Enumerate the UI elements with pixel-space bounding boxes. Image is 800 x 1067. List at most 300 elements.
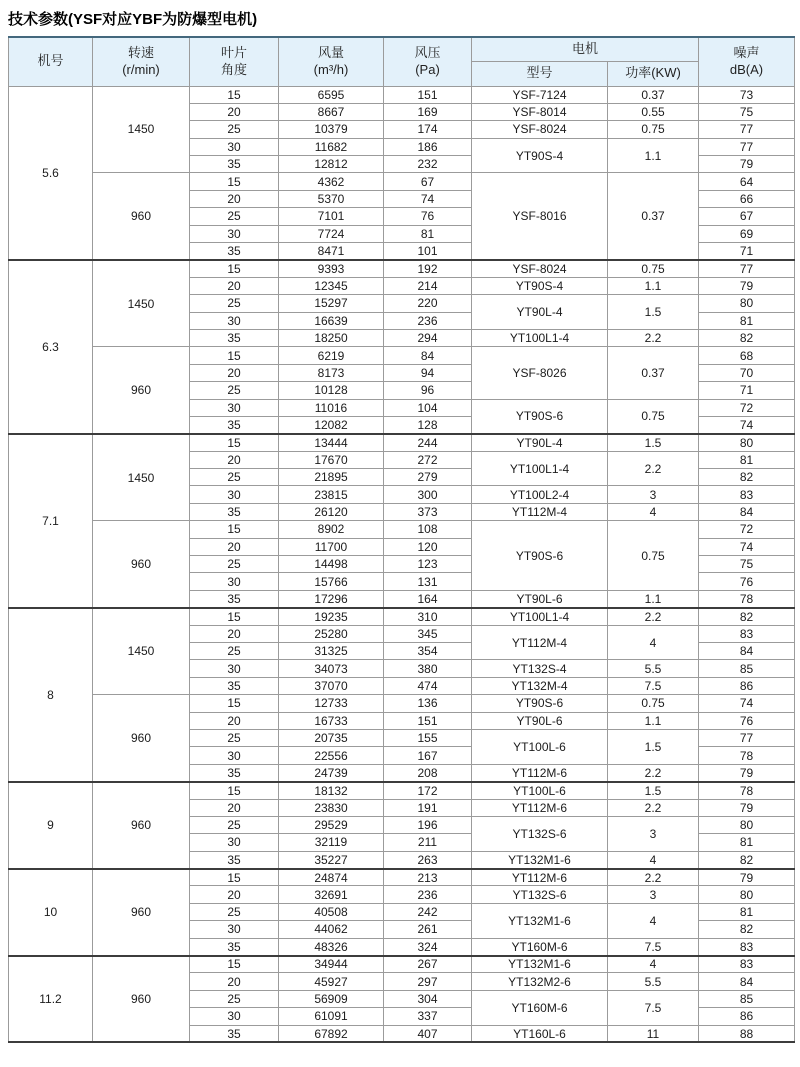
blade-angle-cell: 20 (190, 277, 279, 294)
airflow-cell: 9393 (279, 260, 384, 277)
airflow-cell: 18132 (279, 782, 384, 799)
machine-no-cell: 6.3 (9, 260, 93, 434)
pressure-cell: 120 (384, 538, 472, 555)
blade-angle-cell: 20 (190, 190, 279, 207)
blade-angle-cell: 30 (190, 834, 279, 851)
blade-angle-cell: 20 (190, 364, 279, 381)
noise-cell: 78 (699, 747, 795, 764)
speed-cell: 960 (93, 521, 190, 608)
noise-cell: 67 (699, 208, 795, 225)
blade-angle-cell: 35 (190, 677, 279, 694)
airflow-cell: 23815 (279, 486, 384, 503)
airflow-cell: 6595 (279, 86, 384, 103)
noise-cell: 74 (699, 416, 795, 433)
airflow-cell: 67892 (279, 1025, 384, 1042)
pressure-cell: 192 (384, 260, 472, 277)
motor-power-cell: 1.5 (608, 729, 699, 764)
pressure-cell: 128 (384, 416, 472, 433)
airflow-cell: 12345 (279, 277, 384, 294)
pressure-cell: 310 (384, 608, 472, 625)
motor-power-cell: 2.2 (608, 764, 699, 781)
motor-power-cell: 0.75 (608, 399, 699, 434)
blade-angle-cell: 20 (190, 625, 279, 642)
blade-angle-cell: 15 (190, 956, 279, 973)
noise-cell: 72 (699, 399, 795, 416)
pressure-cell: 267 (384, 956, 472, 973)
noise-cell: 77 (699, 138, 795, 155)
blade-angle-cell: 25 (190, 816, 279, 833)
blade-angle-cell: 35 (190, 156, 279, 173)
table-row (9, 782, 795, 799)
motor-model-cell: YT90S-6 (472, 521, 608, 591)
airflow-cell: 21895 (279, 469, 384, 486)
pressure-cell: 208 (384, 764, 472, 781)
motor-model-cell: YT100L1-4 (472, 329, 608, 346)
speed-cell: 960 (93, 695, 190, 782)
noise-cell: 77 (699, 729, 795, 746)
motor-power-cell: 0.37 (608, 173, 699, 260)
blade-angle-cell: 25 (190, 990, 279, 1007)
machine-no-cell: 8 (9, 608, 93, 782)
noise-cell: 83 (699, 486, 795, 503)
blade-angle-cell: 35 (190, 938, 279, 955)
blade-angle-cell: 25 (190, 903, 279, 920)
noise-cell: 79 (699, 799, 795, 816)
header-speed: 转速 (r/min) (93, 37, 190, 86)
motor-model-cell: YT90S-4 (472, 138, 608, 173)
header-blade-angle: 叶片 角度 (190, 37, 279, 86)
blade-angle-cell: 20 (190, 103, 279, 120)
pressure-cell: 304 (384, 990, 472, 1007)
speed-cell: 1450 (93, 260, 190, 347)
blade-angle-cell: 35 (190, 329, 279, 346)
blade-angle-cell: 30 (190, 138, 279, 155)
pressure-cell: 345 (384, 625, 472, 642)
motor-power-cell: 1.1 (608, 590, 699, 607)
noise-cell: 74 (699, 695, 795, 712)
motor-power-cell: 5.5 (608, 660, 699, 677)
airflow-cell: 7724 (279, 225, 384, 242)
motor-model-cell: YSF-8026 (472, 347, 608, 399)
noise-cell: 71 (699, 382, 795, 399)
pressure-cell: 373 (384, 503, 472, 520)
page-title: 技术参数(YSF对应YBF为防爆型电机) (8, 11, 258, 28)
motor-power-cell: 0.37 (608, 86, 699, 103)
pressure-cell: 155 (384, 729, 472, 746)
blade-angle-cell: 30 (190, 225, 279, 242)
table-row (9, 86, 795, 103)
airflow-cell: 25280 (279, 625, 384, 642)
airflow-cell: 17296 (279, 590, 384, 607)
airflow-cell: 19235 (279, 608, 384, 625)
table-row (9, 521, 795, 538)
noise-cell: 75 (699, 556, 795, 573)
airflow-cell: 12812 (279, 156, 384, 173)
airflow-cell: 7101 (279, 208, 384, 225)
blade-angle-cell: 20 (190, 886, 279, 903)
blade-angle-cell: 35 (190, 416, 279, 433)
blade-angle-cell: 15 (190, 260, 279, 277)
airflow-cell: 48326 (279, 938, 384, 955)
pressure-cell: 96 (384, 382, 472, 399)
motor-model-cell: YT90S-6 (472, 399, 608, 434)
header-motor-power: 功率(KW) (608, 61, 699, 86)
blade-angle-cell: 15 (190, 347, 279, 364)
motor-power-cell: 4 (608, 851, 699, 868)
noise-cell: 74 (699, 538, 795, 555)
pressure-cell: 263 (384, 851, 472, 868)
airflow-cell: 17670 (279, 451, 384, 468)
noise-cell: 80 (699, 295, 795, 312)
motor-power-cell: 7.5 (608, 677, 699, 694)
blade-angle-cell: 25 (190, 295, 279, 312)
pressure-cell: 242 (384, 903, 472, 920)
pressure-cell: 272 (384, 451, 472, 468)
noise-cell: 82 (699, 608, 795, 625)
motor-model-cell: YT100L-6 (472, 729, 608, 764)
noise-cell: 83 (699, 625, 795, 642)
pressure-cell: 213 (384, 869, 472, 886)
blade-angle-cell: 25 (190, 469, 279, 486)
speed-cell: 960 (93, 956, 190, 1043)
pressure-cell: 104 (384, 399, 472, 416)
table-row (9, 695, 795, 712)
blade-angle-cell: 25 (190, 121, 279, 138)
noise-cell: 69 (699, 225, 795, 242)
table-row (9, 869, 795, 886)
airflow-cell: 31325 (279, 643, 384, 660)
motor-power-cell: 3 (608, 486, 699, 503)
header-noise: 噪声 dB(A) (699, 37, 795, 86)
noise-cell: 77 (699, 121, 795, 138)
header-row-1 (9, 37, 795, 61)
airflow-cell: 11682 (279, 138, 384, 155)
machine-no-cell: 5.6 (9, 86, 93, 260)
noise-cell: 81 (699, 834, 795, 851)
noise-cell: 81 (699, 312, 795, 329)
airflow-cell: 13444 (279, 434, 384, 451)
pressure-cell: 101 (384, 243, 472, 260)
airflow-cell: 26120 (279, 503, 384, 520)
noise-cell: 72 (699, 521, 795, 538)
table-row (9, 434, 795, 451)
motor-model-cell: YT90S-6 (472, 695, 608, 712)
blade-angle-cell: 30 (190, 747, 279, 764)
pressure-cell: 108 (384, 521, 472, 538)
speed-cell: 960 (93, 173, 190, 260)
table-row (9, 608, 795, 625)
motor-power-cell: 1.1 (608, 138, 699, 173)
pressure-cell: 261 (384, 921, 472, 938)
noise-cell: 86 (699, 1008, 795, 1025)
noise-cell: 70 (699, 364, 795, 381)
pressure-cell: 294 (384, 329, 472, 346)
blade-angle-cell: 15 (190, 695, 279, 712)
pressure-cell: 123 (384, 556, 472, 573)
pressure-cell: 151 (384, 86, 472, 103)
motor-power-cell: 1.5 (608, 782, 699, 799)
noise-cell: 71 (699, 243, 795, 260)
motor-power-cell: 1.1 (608, 712, 699, 729)
pressure-cell: 236 (384, 312, 472, 329)
blade-angle-cell: 35 (190, 764, 279, 781)
blade-angle-cell: 15 (190, 608, 279, 625)
pressure-cell: 214 (384, 277, 472, 294)
pressure-cell: 169 (384, 103, 472, 120)
speed-cell: 1450 (93, 434, 190, 521)
airflow-cell: 11016 (279, 399, 384, 416)
motor-power-cell: 0.75 (608, 260, 699, 277)
airflow-cell: 10128 (279, 382, 384, 399)
speed-cell: 960 (93, 782, 190, 869)
table-row (9, 173, 795, 190)
pressure-cell: 196 (384, 816, 472, 833)
motor-power-cell: 2.2 (608, 869, 699, 886)
pressure-cell: 236 (384, 886, 472, 903)
motor-model-cell: YT132S-4 (472, 660, 608, 677)
airflow-cell: 8173 (279, 364, 384, 381)
header-motor: 电机 (472, 37, 699, 61)
airflow-cell: 37070 (279, 677, 384, 694)
pressure-cell: 76 (384, 208, 472, 225)
airflow-cell: 40508 (279, 903, 384, 920)
motor-model-cell: YT90S-4 (472, 277, 608, 294)
motor-power-cell: 1.1 (608, 277, 699, 294)
pressure-cell: 151 (384, 712, 472, 729)
motor-power-cell: 7.5 (608, 938, 699, 955)
motor-model-cell: YT160L-6 (472, 1025, 608, 1042)
motor-model-cell: YT100L-6 (472, 782, 608, 799)
noise-cell: 76 (699, 712, 795, 729)
table-body (9, 86, 795, 1042)
motor-model-cell: YT112M-4 (472, 625, 608, 660)
motor-model-cell: YT132S-6 (472, 886, 608, 903)
noise-cell: 79 (699, 156, 795, 173)
table-row (9, 347, 795, 364)
motor-model-cell: YT112M-6 (472, 799, 608, 816)
pressure-cell: 74 (384, 190, 472, 207)
motor-power-cell: 11 (608, 1025, 699, 1042)
noise-cell: 82 (699, 851, 795, 868)
pressure-cell: 164 (384, 590, 472, 607)
airflow-cell: 8902 (279, 521, 384, 538)
blade-angle-cell: 25 (190, 208, 279, 225)
blade-angle-cell: 35 (190, 590, 279, 607)
machine-no-cell: 9 (9, 782, 93, 869)
motor-model-cell: YT132M1-6 (472, 956, 608, 973)
pressure-cell: 191 (384, 799, 472, 816)
airflow-cell: 24874 (279, 869, 384, 886)
blade-angle-cell: 20 (190, 799, 279, 816)
noise-cell: 81 (699, 903, 795, 920)
airflow-cell: 35227 (279, 851, 384, 868)
motor-model-cell: YT100L1-4 (472, 608, 608, 625)
noise-cell: 82 (699, 329, 795, 346)
airflow-cell: 22556 (279, 747, 384, 764)
blade-angle-cell: 25 (190, 729, 279, 746)
motor-power-cell: 0.55 (608, 103, 699, 120)
motor-power-cell: 0.75 (608, 695, 699, 712)
motor-model-cell: YT112M-4 (472, 503, 608, 520)
motor-power-cell: 1.5 (608, 295, 699, 330)
airflow-cell: 4362 (279, 173, 384, 190)
airflow-cell: 6219 (279, 347, 384, 364)
motor-model-cell: YSF-8024 (472, 260, 608, 277)
noise-cell: 88 (699, 1025, 795, 1042)
pressure-cell: 279 (384, 469, 472, 486)
header-machine-no: 机号 (9, 37, 93, 86)
motor-model-cell: YT160M-6 (472, 938, 608, 955)
pressure-cell: 67 (384, 173, 472, 190)
blade-angle-cell: 15 (190, 782, 279, 799)
noise-cell: 84 (699, 503, 795, 520)
pressure-cell: 300 (384, 486, 472, 503)
blade-angle-cell: 30 (190, 660, 279, 677)
blade-angle-cell: 25 (190, 556, 279, 573)
motor-model-cell: YSF-8014 (472, 103, 608, 120)
pressure-cell: 244 (384, 434, 472, 451)
machine-no-cell: 10 (9, 869, 93, 956)
motor-power-cell: 3 (608, 816, 699, 851)
motor-model-cell: YT132M1-6 (472, 903, 608, 938)
pressure-cell: 174 (384, 121, 472, 138)
noise-cell: 66 (699, 190, 795, 207)
motor-power-cell: 2.2 (608, 608, 699, 625)
motor-power-cell: 7.5 (608, 990, 699, 1025)
noise-cell: 85 (699, 660, 795, 677)
motor-power-cell: 2.2 (608, 799, 699, 816)
pressure-cell: 131 (384, 573, 472, 590)
pressure-cell: 167 (384, 747, 472, 764)
pressure-cell: 337 (384, 1008, 472, 1025)
table-header (9, 37, 795, 86)
airflow-cell: 8667 (279, 103, 384, 120)
noise-cell: 75 (699, 103, 795, 120)
blade-angle-cell: 30 (190, 921, 279, 938)
motor-model-cell: YT132M-4 (472, 677, 608, 694)
motor-model-cell: YT132S-6 (472, 816, 608, 851)
table-row (9, 956, 795, 973)
pressure-cell: 354 (384, 643, 472, 660)
noise-cell: 77 (699, 260, 795, 277)
pressure-cell: 380 (384, 660, 472, 677)
motor-model-cell: YSF-8016 (472, 173, 608, 260)
noise-cell: 83 (699, 938, 795, 955)
pressure-cell: 474 (384, 677, 472, 694)
motor-model-cell: YT100L1-4 (472, 451, 608, 486)
blade-angle-cell: 35 (190, 1025, 279, 1042)
airflow-cell: 32691 (279, 886, 384, 903)
airflow-cell: 12733 (279, 695, 384, 712)
noise-cell: 84 (699, 643, 795, 660)
motor-model-cell: YT112M-6 (472, 764, 608, 781)
blade-angle-cell: 20 (190, 973, 279, 990)
motor-model-cell: YT160M-6 (472, 990, 608, 1025)
blade-angle-cell: 20 (190, 538, 279, 555)
blade-angle-cell: 15 (190, 869, 279, 886)
airflow-cell: 8471 (279, 243, 384, 260)
machine-no-cell: 11.2 (9, 956, 93, 1043)
blade-angle-cell: 30 (190, 312, 279, 329)
noise-cell: 82 (699, 921, 795, 938)
motor-power-cell: 0.75 (608, 521, 699, 591)
noise-cell: 76 (699, 573, 795, 590)
airflow-cell: 32119 (279, 834, 384, 851)
pressure-cell: 84 (384, 347, 472, 364)
pressure-cell: 136 (384, 695, 472, 712)
airflow-cell: 11700 (279, 538, 384, 555)
blade-angle-cell: 25 (190, 643, 279, 660)
pressure-cell: 172 (384, 782, 472, 799)
airflow-cell: 20735 (279, 729, 384, 746)
machine-no-cell: 7.1 (9, 434, 93, 608)
noise-cell: 79 (699, 277, 795, 294)
blade-angle-cell: 30 (190, 486, 279, 503)
pressure-cell: 220 (384, 295, 472, 312)
pressure-cell: 94 (384, 364, 472, 381)
airflow-cell: 16639 (279, 312, 384, 329)
spec-table (8, 36, 795, 1043)
motor-power-cell: 4 (608, 903, 699, 938)
motor-model-cell: YT132M2-6 (472, 973, 608, 990)
blade-angle-cell: 15 (190, 86, 279, 103)
motor-power-cell: 2.2 (608, 329, 699, 346)
header-motor-model: 型号 (472, 61, 608, 86)
header-airflow: 风量 (m³/h) (279, 37, 384, 86)
airflow-cell: 61091 (279, 1008, 384, 1025)
blade-angle-cell: 35 (190, 503, 279, 520)
noise-cell: 82 (699, 469, 795, 486)
motor-power-cell: 0.75 (608, 121, 699, 138)
motor-model-cell: YT112M-6 (472, 869, 608, 886)
airflow-cell: 16733 (279, 712, 384, 729)
noise-cell: 80 (699, 816, 795, 833)
airflow-cell: 45927 (279, 973, 384, 990)
airflow-cell: 44062 (279, 921, 384, 938)
motor-power-cell: 1.5 (608, 434, 699, 451)
airflow-cell: 5370 (279, 190, 384, 207)
airflow-cell: 18250 (279, 329, 384, 346)
motor-power-cell: 4 (608, 503, 699, 520)
motor-power-cell: 2.2 (608, 451, 699, 486)
noise-cell: 81 (699, 451, 795, 468)
airflow-cell: 14498 (279, 556, 384, 573)
blade-angle-cell: 30 (190, 573, 279, 590)
noise-cell: 79 (699, 869, 795, 886)
blade-angle-cell: 20 (190, 712, 279, 729)
noise-cell: 84 (699, 973, 795, 990)
motor-model-cell: YSF-8024 (472, 121, 608, 138)
noise-cell: 78 (699, 590, 795, 607)
motor-model-cell: YT90L-4 (472, 295, 608, 330)
pressure-cell: 324 (384, 938, 472, 955)
speed-cell: 960 (93, 347, 190, 434)
airflow-cell: 10379 (279, 121, 384, 138)
pressure-cell: 297 (384, 973, 472, 990)
table-row (9, 260, 795, 277)
airflow-cell: 34944 (279, 956, 384, 973)
motor-model-cell: YT90L-4 (472, 434, 608, 451)
airflow-cell: 56909 (279, 990, 384, 1007)
motor-power-cell: 4 (608, 956, 699, 973)
airflow-cell: 12082 (279, 416, 384, 433)
noise-cell: 80 (699, 886, 795, 903)
airflow-cell: 24739 (279, 764, 384, 781)
airflow-cell: 34073 (279, 660, 384, 677)
blade-angle-cell: 25 (190, 382, 279, 399)
noise-cell: 64 (699, 173, 795, 190)
airflow-cell: 23830 (279, 799, 384, 816)
